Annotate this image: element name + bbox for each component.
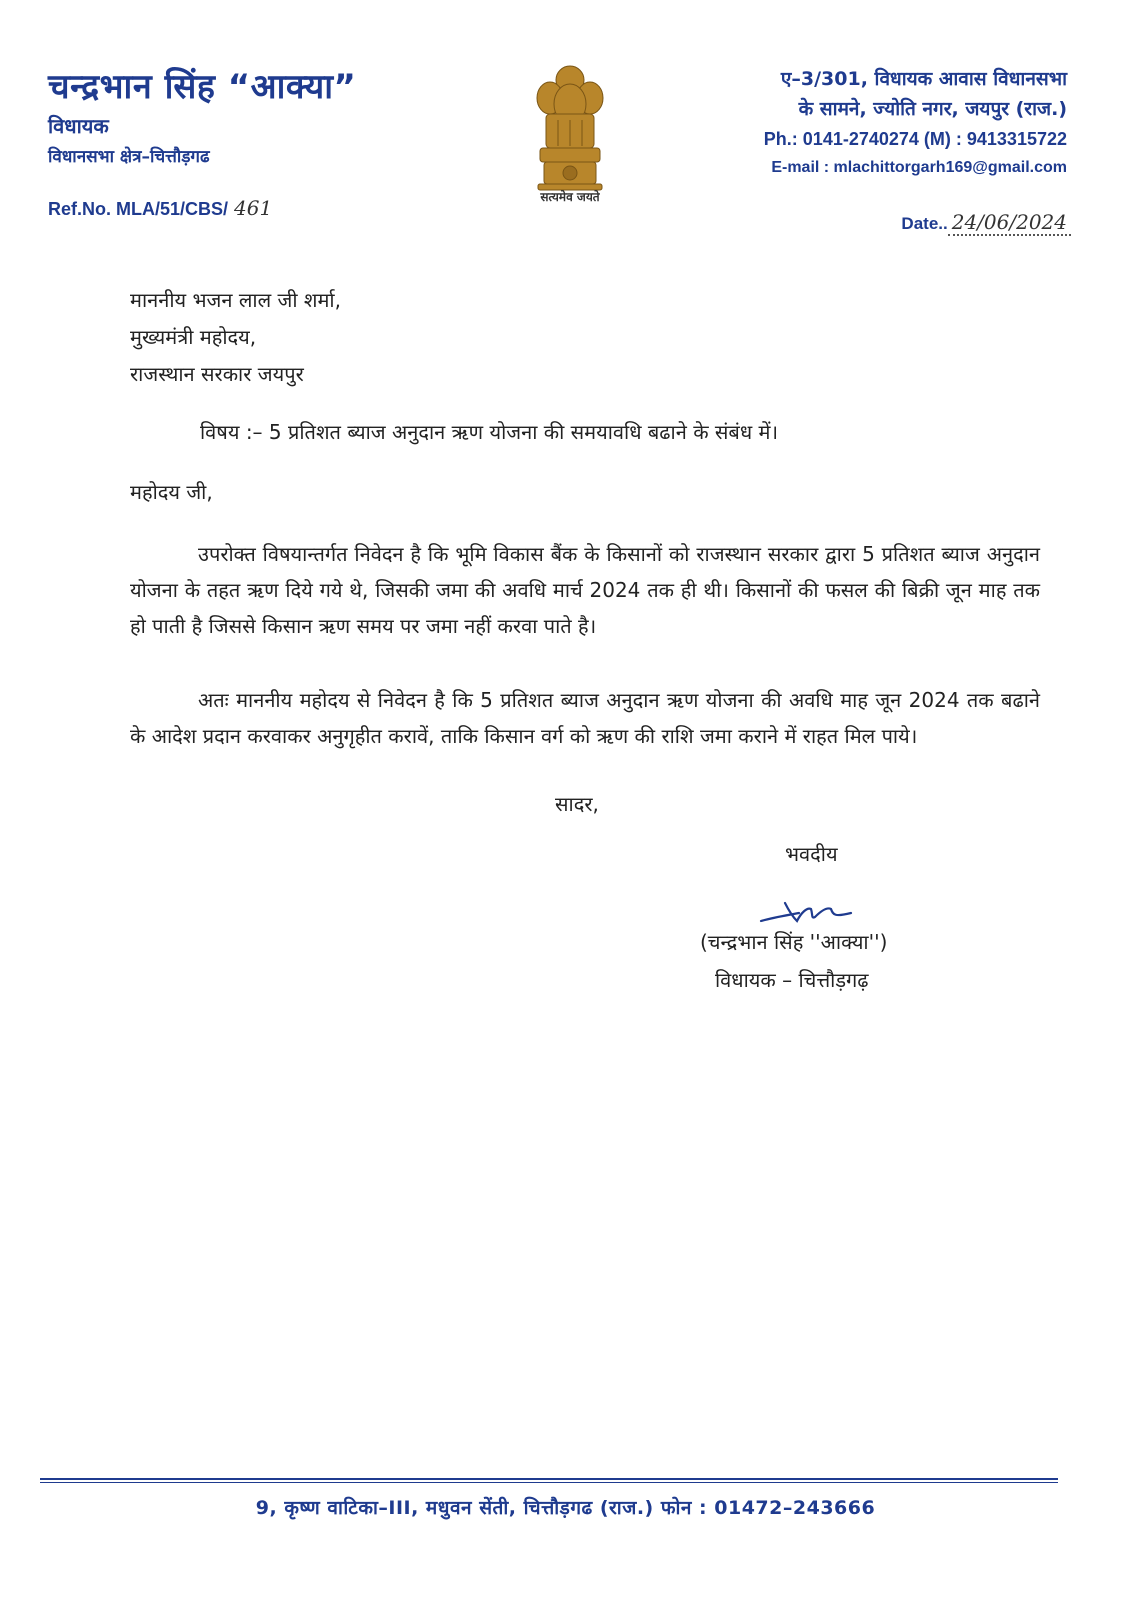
addressee-block xyxy=(130,282,341,393)
constituency: विधानसभा क्षेत्र–चित्तौड़गढ xyxy=(48,147,210,167)
date-value-handwritten: 24/06/2024 xyxy=(948,210,1071,236)
date-field xyxy=(901,210,1071,234)
address-line-1: ए–3/301, विधायक आवास विधानसभा xyxy=(780,68,1067,90)
footer-address: 9, कृष्ण वाटिका–III, मधुवन सेंती, चित्तौड़गढ (राज.) फोन : 01472–243666 xyxy=(255,1497,876,1519)
footer-rule-thick xyxy=(40,1478,1058,1480)
addressee-line-3: राजस्थान सरकार जयपुर xyxy=(130,362,304,386)
date-label: Date.. xyxy=(901,214,948,233)
office-address-block xyxy=(764,64,1067,182)
email-address: E-mail : mlachittorgarh169@gmail.com xyxy=(771,159,1067,176)
emblem-motto: सत्यमेव जयते xyxy=(540,190,600,204)
ref-number-handwritten: 461 xyxy=(234,196,273,220)
yours-faithfully: भवदीय xyxy=(785,842,838,866)
reference-number xyxy=(48,196,272,220)
body-paragraph-1: उपरोक्त विषयान्तर्गत निवेदन है कि भूमि विकास बैंक के किसानों को राजस्थान सरकार द्वारा 5 प्रतिशत ब्याज अनुदान योजना के तहत ऋण दिये गये थे, जिसकी जमा की अवधि मार्च 2024 तक ही थी। किसानों की फसल की बिक्री जून माह तक हो पाती है जिससे किसान ऋण समय पर जमा नहीं करवा पाते है। xyxy=(130,542,1040,638)
address-line-2: के सामने, ज्योति नगर, जयपुर (राज.) xyxy=(798,98,1067,120)
body-paragraph-2: अतः माननीय महोदय से निवेदन है कि 5 प्रतिशत ब्याज अनुदान ऋण योजना की अवधि माह जून 2024 तक बढाने के आदेश प्रदान करवाकर अनुगृहीत करावें, ताकि किसान वर्ग को ऋण की राशि जमा कराने में राहत मिल पाये। xyxy=(130,688,1040,748)
footer-rule-thin xyxy=(40,1482,1058,1483)
signatory-name: (चन्द्रभान सिंह ''आक्या'') xyxy=(700,930,888,954)
closing: सादर, xyxy=(555,792,599,816)
subject-line: विषय :– 5 प्रतिशत ब्याज अनुदान ऋण योजना की समयावधि बढाने के संबंध में। xyxy=(200,420,779,444)
salutation: महोदय जी, xyxy=(130,480,213,504)
mla-name: चन्द्रभान सिंह “आक्या” xyxy=(48,67,357,107)
phone-number: Ph.: 0141-2740274 (M) : 9413315722 xyxy=(763,129,1067,149)
designation: विधायक xyxy=(48,114,109,138)
signature-icon xyxy=(755,895,865,931)
signatory-designation: विधायक – चित्तौड़गढ़ xyxy=(715,968,869,992)
ref-label: Ref.No. MLA/51/CBS/ xyxy=(48,199,229,219)
addressee-line-1: माननीय भजन लाल जी शर्मा, xyxy=(130,288,341,312)
addressee-line-2: मुख्यमंत्री महोदय, xyxy=(130,325,257,349)
ashoka-emblem-icon xyxy=(528,58,612,208)
